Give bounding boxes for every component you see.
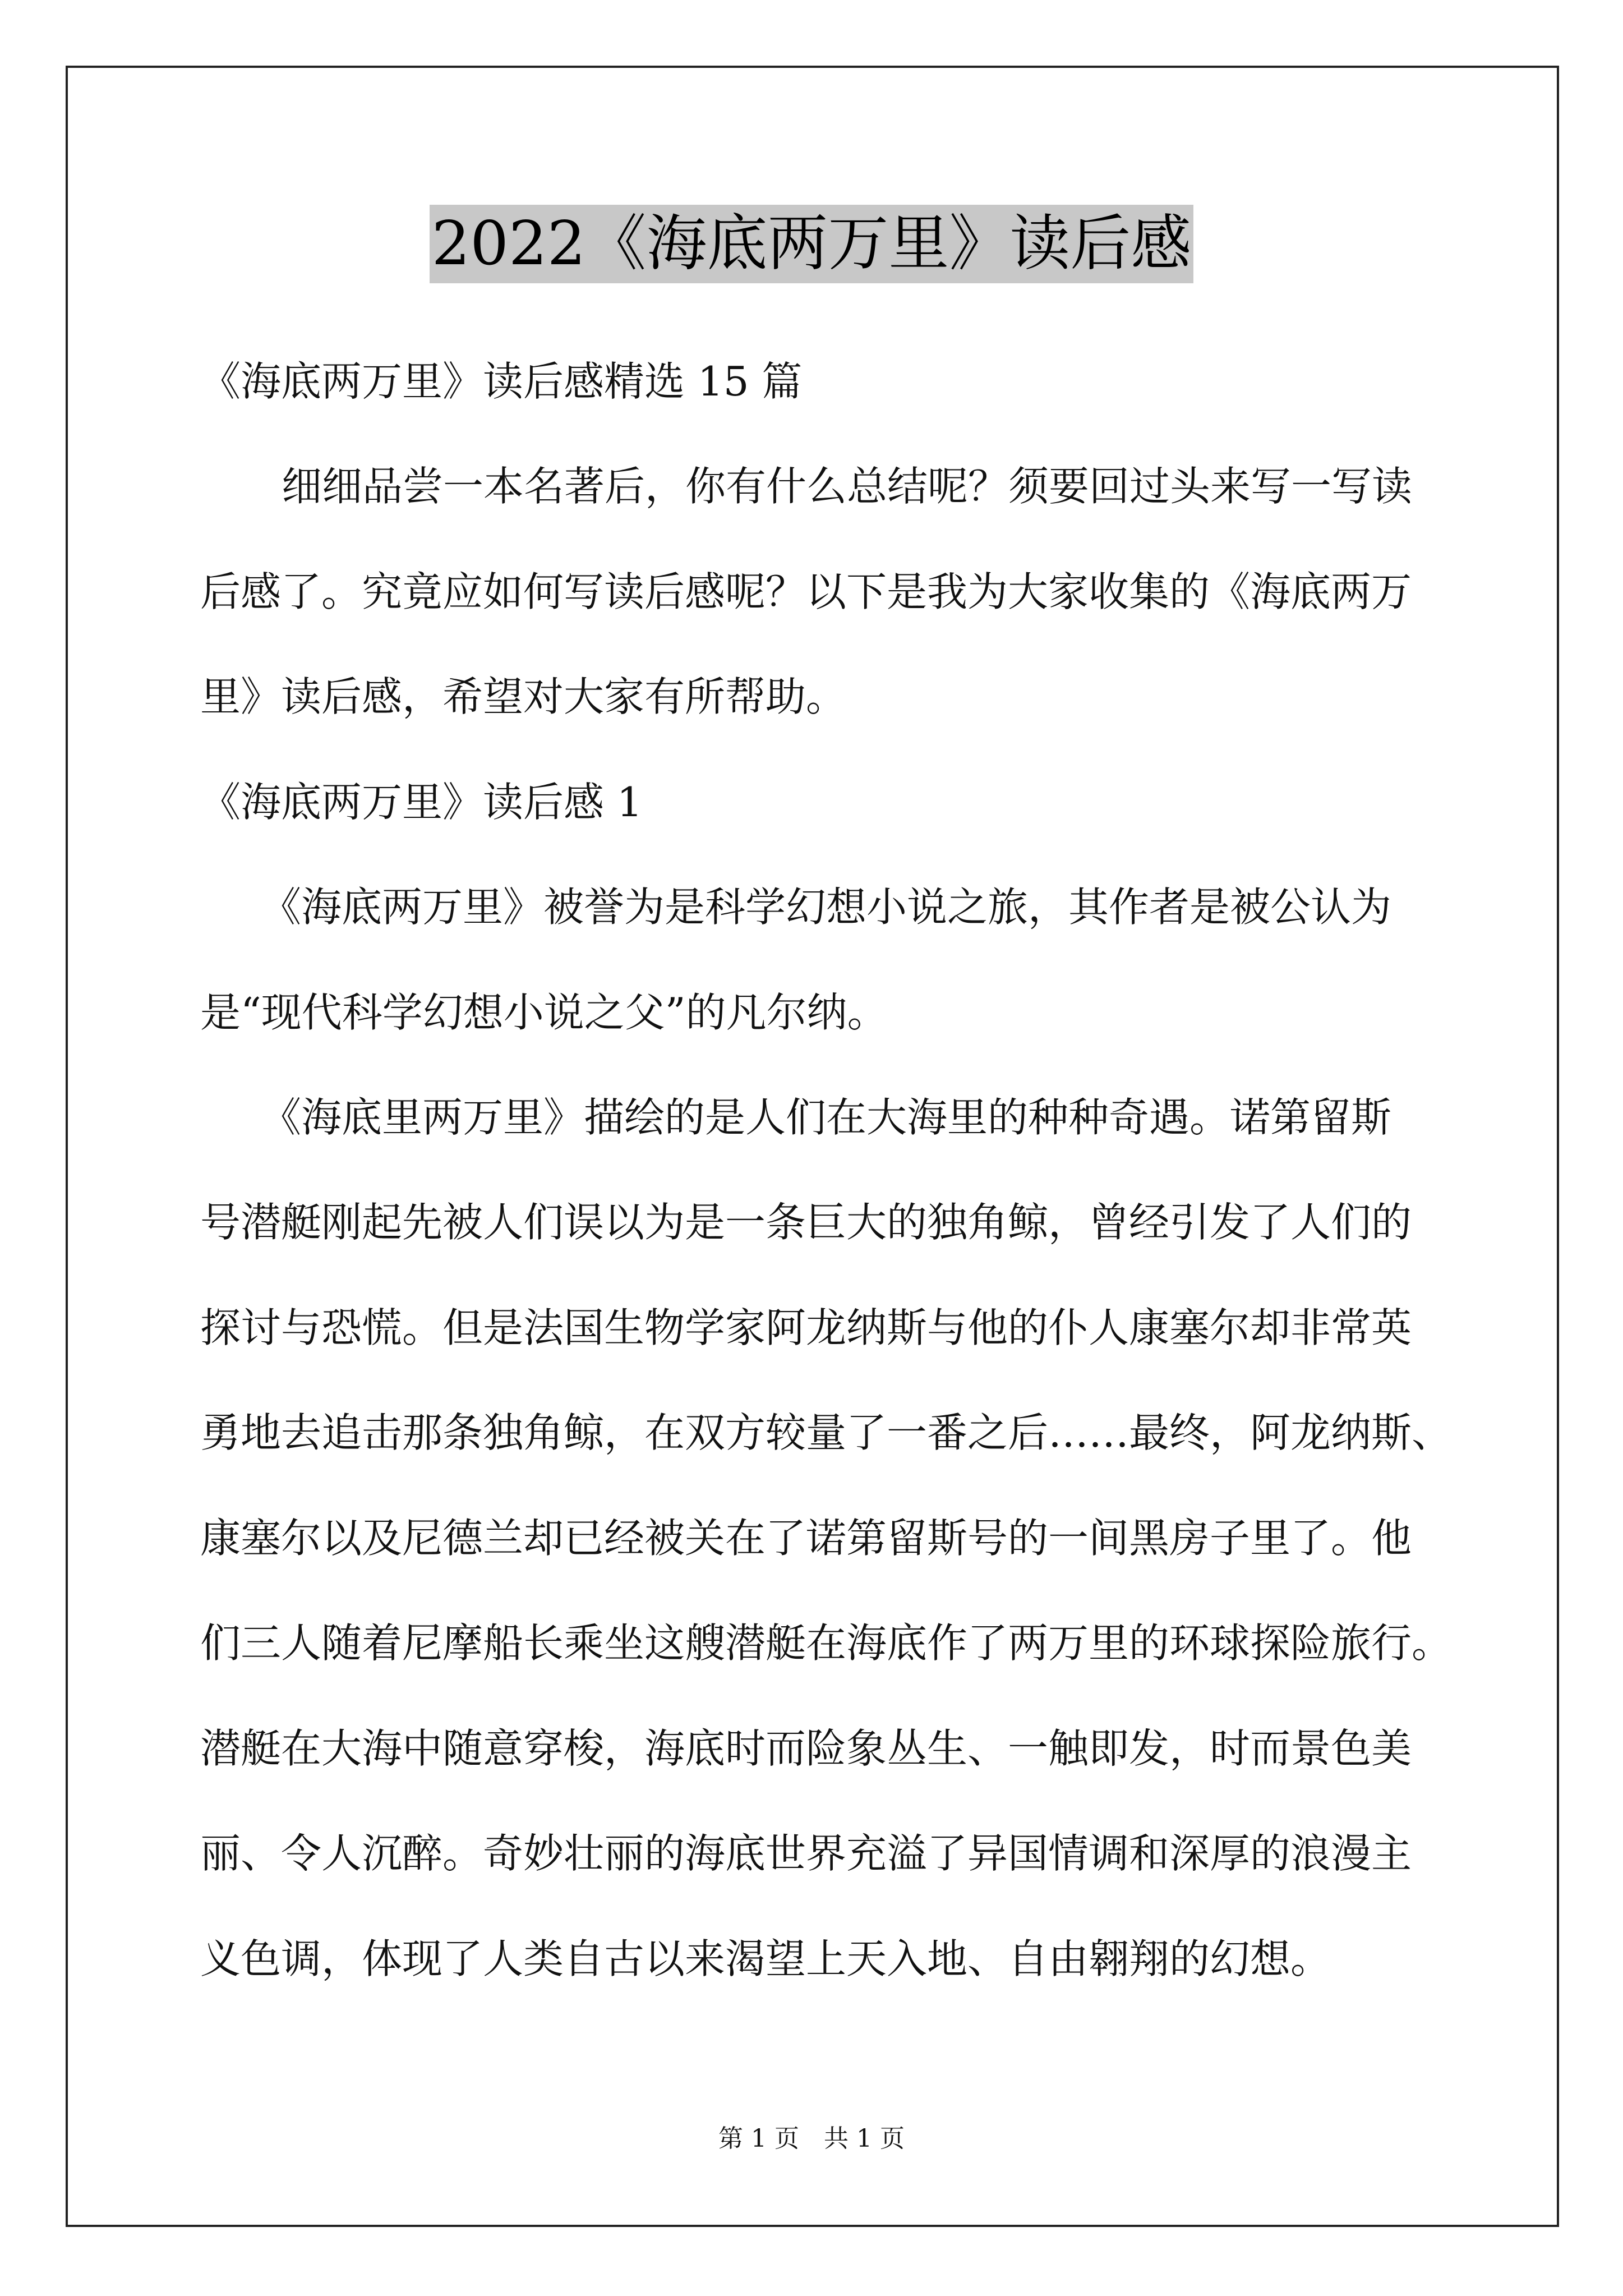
title-container	[0, 205, 1623, 283]
paragraph-line: 是“现代科学幻想小说之父”的凡尔纳。	[200, 989, 888, 1036]
paragraph-line: 勇地去追击那条独角鲸，在双方较量了一番之后……最终，阿龙纳斯、	[200, 1409, 1453, 1456]
section-heading: 《海底两万里》读后感 1	[200, 779, 643, 826]
subtitle-line: 《海底两万里》读后感精选 15 篇	[200, 358, 803, 405]
document-title: 2022《海底两万里》读后感	[430, 205, 1194, 283]
paragraph-line: 细细品尝一本名著后，你有什么总结呢？须要回过头来写一写读	[282, 463, 1413, 510]
paragraph-line: 丽、令人沉醉。奇妙壮丽的海底世界充溢了异国情调和深厚的浪漫主	[200, 1830, 1412, 1877]
paragraph-line: 《海底里两万里》描绘的是人们在大海里的种种奇遇。诺第留斯	[261, 1094, 1392, 1141]
paragraph-line: 康塞尔以及尼德兰却已经被关在了诺第留斯号的一间黑房子里了。他	[200, 1515, 1412, 1562]
paragraph-line: 义色调，体现了人类自古以来渴望上天入地、自由翱翔的幻想。	[200, 1935, 1331, 1982]
paragraph-line: 里》读后感，希望对大家有所帮助。	[200, 673, 847, 720]
page-number-footer: 第 1 页 共 1 页	[718, 2124, 905, 2153]
paragraph-line: 《海底两万里》被誉为是科学幻想小说之旅，其作者是被公认为	[261, 884, 1392, 931]
paragraph-line: 探讨与恐慌。但是法国生物学家阿龙纳斯与他的仆人康塞尔却非常英	[200, 1304, 1412, 1351]
paragraph-line: 号潜艇刚起先被人们误以为是一条巨大的独角鲸，曾经引发了人们的	[200, 1199, 1412, 1246]
paragraph-line: 后感了。究竟应如何写读后感呢？以下是我为大家收集的《海底两万	[200, 568, 1412, 615]
paragraph-line: 潜艇在大海中随意穿梭，海底时而险象丛生、一触即发，时而景色美	[200, 1725, 1412, 1772]
paragraph-line: 们三人随着尼摩船长乘坐这艘潜艇在海底作了两万里的环球探险旅行。	[200, 1619, 1453, 1667]
